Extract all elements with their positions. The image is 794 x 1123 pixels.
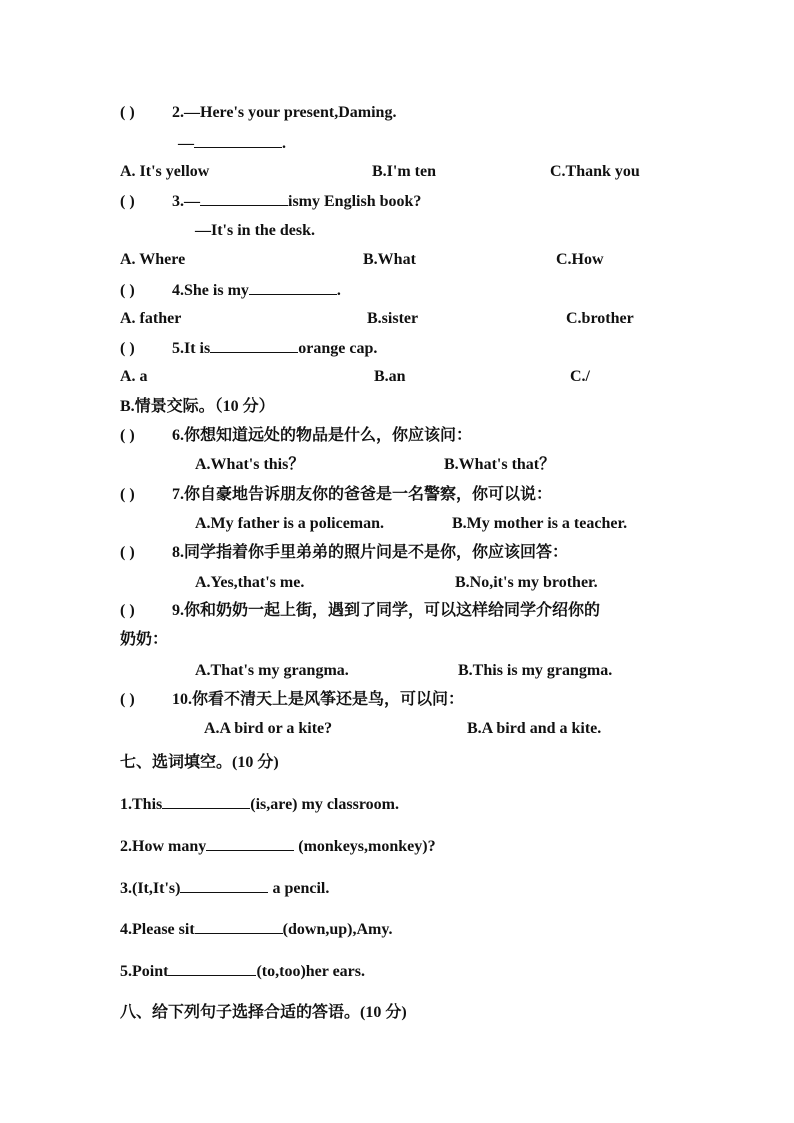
option-a: A.A bird or a kite?	[204, 720, 333, 737]
option-b: B.No,it's my brother.	[455, 574, 598, 591]
option-a: A. father	[120, 310, 182, 327]
section-8-title: 八、给下列句子选择合适的答语。(10 分)	[120, 1004, 407, 1021]
option-b: B.I'm ten	[372, 163, 436, 180]
question-8: ( ) 8.同学指着你手里弟弟的照片问是不是你，你应该回答：	[120, 544, 569, 561]
answer-blank[interactable]	[200, 191, 288, 206]
fill-item-1: 1.This (is,are) my classroom.	[120, 796, 399, 813]
question-6: ( ) 6.你想知道远处的物品是什么，你应该问：	[120, 427, 473, 444]
question-5: ( ) 5.It is orange cap.	[120, 340, 378, 357]
option-a: A. a	[120, 368, 148, 385]
option-b: B.A bird and a kite.	[467, 720, 602, 737]
question-9-cont: 奶奶：	[120, 631, 169, 648]
fill-item-2: 2.How many (monkeys,monkey)?	[120, 838, 436, 855]
answer-blank[interactable]	[168, 961, 256, 976]
section-7-title: 七、选词填空。(10 分)	[120, 754, 279, 771]
answer-blank[interactable]	[194, 133, 282, 148]
answer-blank[interactable]	[180, 878, 268, 893]
answer-blank[interactable]	[195, 919, 283, 934]
answer-paren[interactable]: ( )	[120, 602, 135, 619]
question-9: ( ) 9.你和奶奶一起上街，遇到了同学，可以这样给同学介绍你的	[120, 602, 601, 619]
answer-paren[interactable]: ( )	[120, 427, 135, 444]
question-4: ( ) 4.She is my .	[120, 282, 341, 299]
question-3-reply: —It's in the desk.	[195, 222, 316, 239]
question-3: ( ) 3.— ismy English book?	[120, 193, 422, 210]
question-10: ( ) 10.你看不清天上是风筝还是鸟，可以问：	[120, 691, 465, 708]
option-a: A. It's yellow	[120, 163, 210, 180]
section-b-title: B.情景交际。（10 分）	[120, 398, 275, 415]
option-b: B.This is my grangma.	[458, 662, 613, 679]
question-2	[120, 103, 396, 123]
answer-paren[interactable]: ( )	[120, 691, 135, 708]
option-b: B.What	[363, 251, 416, 268]
answer-paren[interactable]: ( )	[120, 282, 135, 299]
fill-item-5: 5.Point (to,too)her ears.	[120, 963, 366, 980]
fill-item-3: 3.(It,It's) a pencil.	[120, 880, 330, 897]
option-c: C.brother	[566, 310, 634, 327]
answer-paren[interactable]: ( )	[120, 544, 135, 561]
question-7: ( ) 7.你自豪地告诉朋友你的爸爸是一名警察，你可以说：	[120, 486, 553, 503]
answer-blank[interactable]	[162, 794, 250, 809]
answer-paren[interactable]: ( )	[120, 104, 135, 121]
option-c: C.How	[556, 251, 604, 268]
answer-blank[interactable]	[210, 338, 298, 353]
answer-blank[interactable]	[249, 280, 337, 295]
answer-paren[interactable]: ( )	[120, 193, 135, 210]
option-b: B.sister	[367, 310, 419, 327]
question-text: 2.—Here's your present,Daming.	[172, 104, 397, 121]
option-b: B.What's that？	[444, 456, 556, 473]
option-b: B.My mother is a teacher.	[452, 515, 628, 532]
option-a: A.That's my grangma.	[195, 662, 349, 679]
option-a: A.My father is a policeman.	[195, 515, 385, 532]
option-a: A.What's this？	[195, 456, 305, 473]
option-c: C./	[570, 368, 590, 385]
answer-paren[interactable]: ( )	[120, 340, 135, 357]
fill-item-4: 4.Please sit (down,up),Amy.	[120, 921, 393, 938]
question-2-reply: — .	[178, 135, 286, 152]
answer-blank[interactable]	[206, 836, 294, 851]
answer-paren[interactable]: ( )	[120, 486, 135, 503]
option-a: A. Where	[120, 251, 186, 268]
option-a: A.Yes,that's me.	[195, 574, 305, 591]
option-c: C.Thank you	[550, 163, 640, 180]
option-b: B.an	[374, 368, 406, 385]
